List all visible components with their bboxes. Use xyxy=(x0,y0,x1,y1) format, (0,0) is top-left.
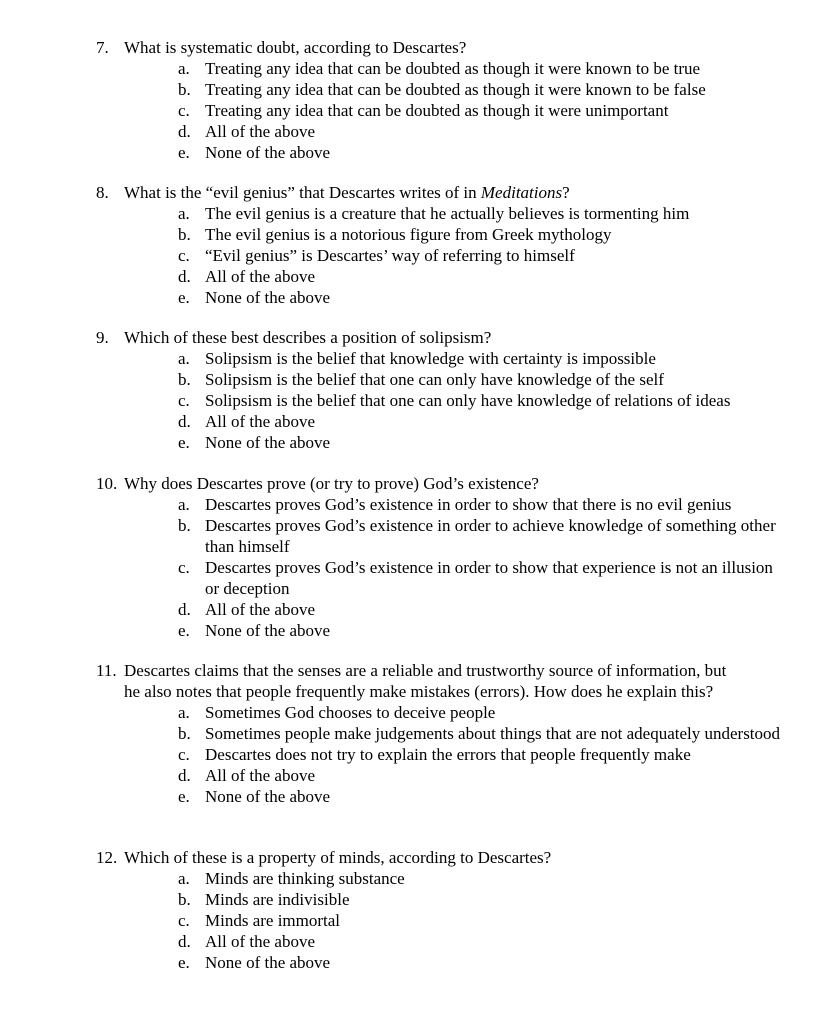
option-e xyxy=(0,142,785,163)
option-letter: d. xyxy=(178,122,191,141)
option-e xyxy=(0,620,785,641)
option-letter: b. xyxy=(178,80,191,99)
option-letter: a. xyxy=(178,59,190,78)
option-e xyxy=(0,287,785,308)
option-c xyxy=(0,557,785,599)
option-text: Treating any idea that can be doubted as though it were known to be true xyxy=(205,59,701,78)
question-number: 9. xyxy=(96,328,109,347)
question-number: 11. xyxy=(96,661,117,680)
question-number: 8. xyxy=(96,183,109,202)
option-text: Treating any idea that can be doubted as though it were unimportant xyxy=(205,101,669,120)
option-letter: a. xyxy=(178,495,190,514)
option-letter: b. xyxy=(178,724,191,743)
option-c xyxy=(0,245,785,266)
question-text: Which of these best describes a position of solipsism? xyxy=(124,328,492,347)
option-letter: a. xyxy=(178,349,190,368)
option-text: Minds are immortal xyxy=(205,911,341,930)
option-text: All of the above xyxy=(205,600,315,619)
option-text: Sometimes God chooses to deceive people xyxy=(205,703,496,722)
option-letter: e. xyxy=(178,621,190,640)
question-text-after: ? xyxy=(562,183,570,202)
option-letter: a. xyxy=(178,869,190,888)
question-11 xyxy=(0,660,815,807)
option-letter: b. xyxy=(178,225,191,244)
option-letter: c. xyxy=(178,745,190,764)
option-text: Descartes proves God’s existence in order to show that experience is not an illusion or deception xyxy=(205,558,773,598)
option-b xyxy=(0,224,785,245)
option-letter: e. xyxy=(178,288,190,307)
option-letter: e. xyxy=(178,433,190,452)
option-e xyxy=(0,786,785,807)
option-letter: b. xyxy=(178,890,191,909)
option-text: Treating any idea that can be doubted as though it were known to be false xyxy=(205,80,706,99)
option-d xyxy=(0,411,785,432)
option-d xyxy=(0,121,785,142)
option-c xyxy=(0,100,785,121)
option-letter: d. xyxy=(178,412,191,431)
option-text: Sometimes people make judgements about things that are not adequately understood xyxy=(205,724,781,743)
option-c xyxy=(0,390,785,411)
question-line xyxy=(0,327,815,348)
option-text: “Evil genius” is Descartes’ way of referring to himself xyxy=(205,246,575,265)
option-list xyxy=(0,203,815,308)
option-letter: c. xyxy=(178,911,190,930)
question-line xyxy=(0,182,815,203)
option-text: None of the above xyxy=(205,143,331,162)
question-number: 12. xyxy=(96,848,118,867)
option-d xyxy=(0,266,785,287)
option-text: Solipsism is the belief that one can only have knowledge of relations of ideas xyxy=(205,391,731,410)
option-letter: c. xyxy=(178,101,190,120)
option-text: None of the above xyxy=(205,433,331,452)
option-b xyxy=(0,889,785,910)
option-letter: e. xyxy=(178,953,190,972)
question-line xyxy=(0,847,815,868)
question-line xyxy=(0,37,815,58)
option-a xyxy=(0,203,785,224)
option-letter: b. xyxy=(178,516,191,535)
question-text: Why does Descartes prove (or try to prove) God’s existence? xyxy=(124,474,539,493)
question-text-continued: he also notes that people frequently make mistakes (errors). How does he explain this? xyxy=(124,682,714,701)
question-text xyxy=(124,182,570,203)
option-b xyxy=(0,369,785,390)
option-text: None of the above xyxy=(205,953,331,972)
question-line xyxy=(0,473,815,494)
option-text: Minds are thinking substance xyxy=(205,869,405,888)
option-letter: d. xyxy=(178,267,191,286)
option-list xyxy=(0,494,815,641)
question-10 xyxy=(0,473,815,641)
book-title: Meditations xyxy=(480,183,563,202)
option-letter: a. xyxy=(178,204,190,223)
option-letter: b. xyxy=(178,370,191,389)
question-text-before: What is the “evil genius” that Descartes writes of in xyxy=(124,183,481,202)
option-text: Descartes proves God’s existence in order to show that there is no evil genius xyxy=(205,495,732,514)
option-letter: c. xyxy=(178,246,190,265)
option-letter: d. xyxy=(178,600,191,619)
option-text: All of the above xyxy=(205,932,315,951)
option-text: All of the above xyxy=(205,412,315,431)
option-text: Minds are indivisible xyxy=(205,890,350,909)
option-text: Solipsism is the belief that one can only have knowledge of the self xyxy=(205,370,664,389)
option-a xyxy=(0,58,785,79)
option-text: None of the above xyxy=(205,621,331,640)
option-text: None of the above xyxy=(205,288,331,307)
option-b xyxy=(0,515,785,557)
option-c xyxy=(0,744,785,765)
question-number: 10. xyxy=(96,474,118,493)
question-9 xyxy=(0,327,815,453)
question-7 xyxy=(0,37,815,163)
question-text: What is systematic doubt, according to Descartes? xyxy=(124,38,467,57)
option-b xyxy=(0,79,785,100)
question-line xyxy=(0,660,815,681)
option-a xyxy=(0,348,785,369)
question-text: Which of these is a property of minds, according to Descartes? xyxy=(124,848,552,867)
option-d xyxy=(0,599,785,620)
question-text: Descartes claims that the senses are a reliable and trustworthy source of information, but xyxy=(124,661,727,680)
option-text: All of the above xyxy=(205,267,315,286)
option-letter: c. xyxy=(178,391,190,410)
option-a xyxy=(0,702,785,723)
option-list xyxy=(0,868,815,973)
option-text: Descartes proves God’s existence in order to achieve knowledge of something other than himself xyxy=(205,516,776,556)
option-letter: a. xyxy=(178,703,190,722)
option-e xyxy=(0,952,785,973)
option-text: Solipsism is the belief that knowledge with certainty is impossible xyxy=(205,349,656,368)
option-letter: e. xyxy=(178,787,190,806)
option-text: All of the above xyxy=(205,122,315,141)
option-text: The evil genius is a notorious figure from Greek mythology xyxy=(205,225,612,244)
option-letter: c. xyxy=(178,558,190,577)
option-d xyxy=(0,765,785,786)
question-8 xyxy=(0,182,815,308)
option-text: None of the above xyxy=(205,787,331,806)
option-text: The evil genius is a creature that he actually believes is tormenting him xyxy=(205,204,690,223)
question-number: 7. xyxy=(96,38,109,57)
option-letter: d. xyxy=(178,766,191,785)
option-text: Descartes does not try to explain the errors that people frequently make xyxy=(205,745,691,764)
option-e xyxy=(0,432,785,453)
option-letter: e. xyxy=(178,143,190,162)
option-d xyxy=(0,931,785,952)
option-a xyxy=(0,868,785,889)
option-a xyxy=(0,494,785,515)
question-12 xyxy=(0,847,815,973)
option-b xyxy=(0,723,785,744)
option-list xyxy=(0,348,815,453)
option-text: All of the above xyxy=(205,766,315,785)
option-letter: d. xyxy=(178,932,191,951)
option-list xyxy=(0,702,815,807)
option-list xyxy=(0,58,815,163)
option-c xyxy=(0,910,785,931)
